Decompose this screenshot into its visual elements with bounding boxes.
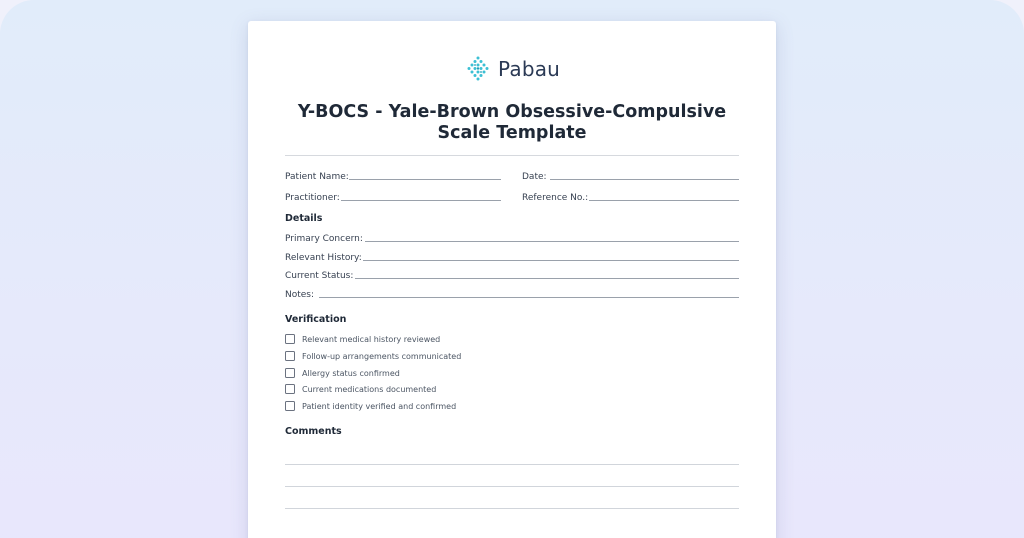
comments-heading: Comments [285,426,342,437]
relevant-history-label: Relevant History: [285,253,362,263]
checkbox[interactable] [285,401,295,411]
title-divider [285,155,739,156]
primary-concern-field[interactable] [365,241,739,242]
checkbox[interactable] [285,368,295,378]
patient-name-label: Patient Name: [285,172,349,182]
reference-no-label: Reference No.: [522,193,589,203]
verification-item-label: Patient identity verified and confirmed [302,401,457,411]
relevant-history-field[interactable] [363,260,739,261]
verification-item[interactable] [285,401,456,411]
practitioner-field[interactable] [341,200,501,201]
comments-line[interactable] [285,464,739,465]
brand-logo [464,55,560,83]
patient-name-field[interactable] [349,179,501,180]
reference-no-field[interactable] [589,200,739,201]
comments-line[interactable] [285,486,739,487]
page-title: Y-BOCS - Yale-Brown Obsessive-Compulsive Scale Template [297,102,727,143]
verification-item[interactable] [285,384,436,394]
notes-label: Notes: [285,290,315,300]
verification-item-label: Allergy status confirmed [302,368,400,378]
verification-item-label: Relevant medical history reviewed [302,334,441,344]
verification-item[interactable] [285,368,400,378]
verification-item[interactable] [285,351,461,361]
practitioner-label: Practitioner: [285,193,340,203]
checkbox[interactable] [285,351,295,361]
comments-line[interactable] [285,508,739,509]
date-field[interactable] [550,179,739,180]
current-status-label: Current Status: [285,271,354,281]
verification-item-label: Current medications documented [302,384,437,394]
primary-concern-label: Primary Concern: [285,234,363,244]
date-label: Date: [522,172,547,182]
verification-item-label: Follow-up arrangements communicated [302,351,462,361]
document-page [248,21,776,538]
current-status-field[interactable] [355,278,739,279]
brand-name: Pabau [498,57,561,81]
details-heading: Details [285,213,323,224]
verification-heading: Verification [285,314,347,325]
notes-field[interactable] [319,297,739,298]
pabau-diamond-icon [464,55,492,83]
verification-item[interactable] [285,334,440,344]
checkbox[interactable] [285,384,295,394]
checkbox[interactable] [285,334,295,344]
